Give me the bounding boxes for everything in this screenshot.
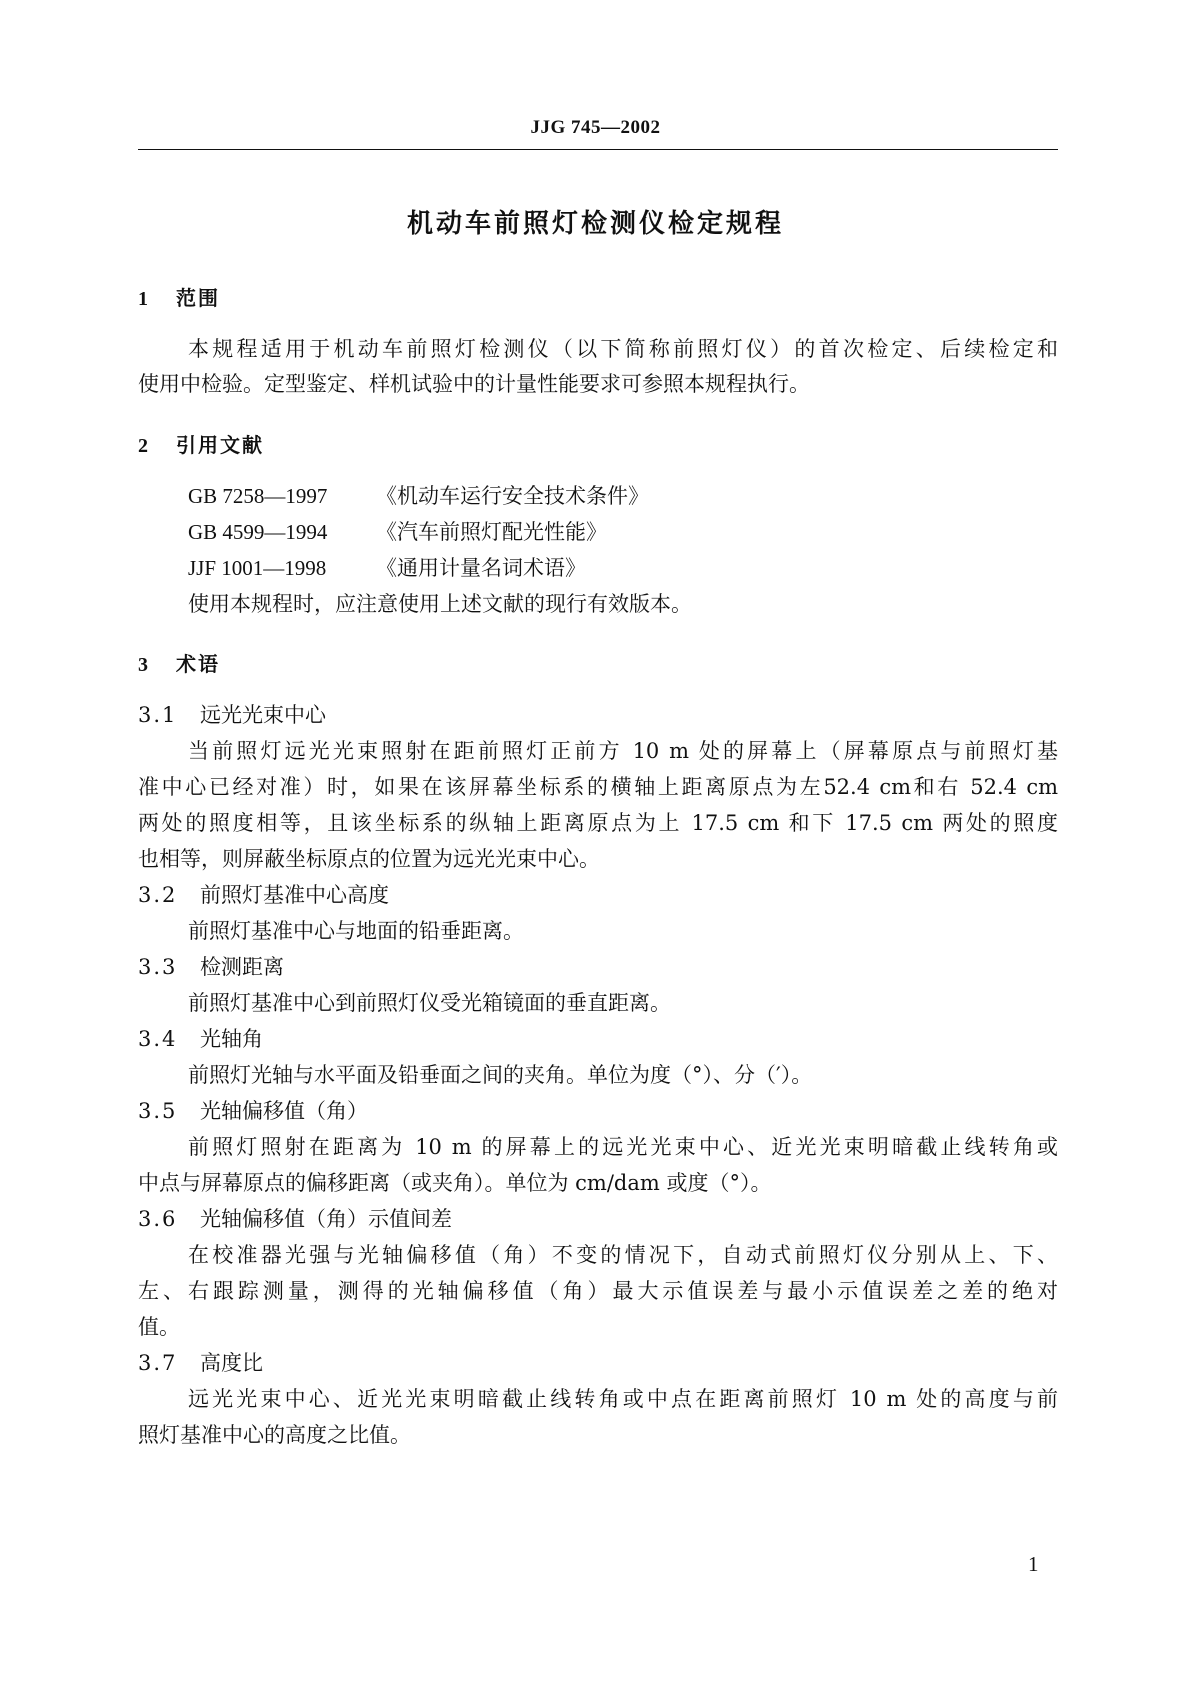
term-heading (138, 700, 326, 730)
reference-item (188, 481, 649, 511)
term-name: 高度比 (200, 1351, 263, 1375)
section-2-heading (138, 430, 264, 461)
term-number: 3.6 (138, 1207, 178, 1231)
term-number: 3.5 (138, 1099, 178, 1123)
term-name: 前照灯基准中心高度 (200, 883, 389, 907)
term-heading (138, 1096, 368, 1126)
paragraph-line: 值。 (138, 1315, 180, 1339)
term-number: 3.2 (138, 883, 178, 907)
term-heading (138, 952, 284, 982)
term-heading (138, 1024, 263, 1054)
section-1-heading (138, 283, 220, 314)
term-name: 光轴偏移值（角）示值间差 (200, 1207, 452, 1231)
term-heading (138, 1348, 263, 1378)
term-name: 光轴角 (200, 1027, 263, 1051)
term-heading (138, 880, 389, 910)
paragraph-line: 远光光束中心、近光光束明暗截止线转角或中点在距离前照灯 10 m 处的高度与前 (188, 1387, 1058, 1411)
paragraph-line: 本规程适用于机动车前照灯检测仪（以下简称前照灯仪）的首次检定、后续检定和 (188, 337, 1058, 361)
reference-title: 《汽车前照灯配光性能》 (376, 520, 607, 544)
term-heading (138, 1204, 452, 1234)
paragraph-line: 左、右跟踪测量，测得的光轴偏移值（角）最大示值误差与最小示值误差之差的绝对 (138, 1279, 1058, 1303)
document-code-header: JJG 745—2002 (530, 117, 661, 138)
term-number: 3.7 (138, 1351, 178, 1375)
page-number: 1 (1028, 1552, 1039, 1576)
paragraph-line: 也相等，则屏蔽坐标原点的位置为远光光束中心。 (138, 847, 600, 871)
paragraph-line: 当前照灯远光光束照射在距前照灯正前方 10 m 处的屏幕上（屏幕原点与前照灯基 (188, 739, 1058, 763)
paragraph-line: 前照灯基准中心到前照灯仪受光箱镜面的垂直距离。 (188, 991, 671, 1015)
paragraph-line: 中点与屏幕原点的偏移距离（或夹角）。单位为 cm/dam 或度（°）。 (138, 1171, 772, 1195)
reference-item (188, 517, 607, 547)
term-number: 3.3 (138, 955, 178, 979)
paragraph-line: 使用中检验。定型鉴定、样机试验中的计量性能要求可参照本规程执行。 (138, 372, 810, 396)
section-3-heading (138, 649, 220, 680)
paragraph-line: 前照灯照射在距离为 10 m 的屏幕上的远光光束中心、近光光束明暗截止线转角或 (188, 1135, 1058, 1159)
section-title: 术语 (176, 652, 220, 676)
reference-note: 使用本规程时，应注意使用上述文献的现行有效版本。 (188, 592, 692, 616)
term-name: 远光光束中心 (200, 703, 326, 727)
reference-code: GB 4599—1994 (188, 520, 328, 544)
term-name: 光轴偏移值（角） (200, 1099, 368, 1123)
section-title: 范围 (176, 286, 220, 310)
reference-title: 《机动车运行安全技术条件》 (376, 484, 649, 508)
reference-code: GB 7258—1997 (188, 484, 328, 508)
header-rule (138, 149, 1058, 150)
section-number: 3 (138, 654, 150, 676)
reference-item (188, 553, 586, 583)
paragraph-line: 照灯基准中心的高度之比值。 (138, 1423, 411, 1447)
term-name: 检测距离 (200, 955, 284, 979)
section-title: 引用文献 (176, 433, 264, 457)
term-number: 3.4 (138, 1027, 178, 1051)
page-title: 机动车前照灯检测仪检定规程 (406, 209, 784, 239)
paragraph-line: 前照灯光轴与水平面及铅垂面之间的夹角。单位为度（°）、分（′）。 (188, 1063, 813, 1087)
section-number: 1 (138, 288, 150, 310)
paragraph-line: 前照灯基准中心与地面的铅垂距离。 (188, 919, 524, 943)
section-number: 2 (138, 435, 150, 457)
term-number: 3.1 (138, 703, 178, 727)
paragraph-line: 准中心已经对准）时，如果在该屏幕坐标系的横轴上距离原点为左52.4 cm和右 52.4 cm (138, 775, 1058, 799)
paragraph-line: 在校准器光强与光轴偏移值（角）不变的情况下，自动式前照灯仪分别从上、下、 (188, 1243, 1058, 1267)
reference-title: 《通用计量名词术语》 (376, 556, 586, 580)
reference-code: JJF 1001—1998 (188, 556, 327, 580)
paragraph-line: 两处的照度相等，且该坐标系的纵轴上距离原点为上 17.5 cm 和下 17.5 cm 两处的照度 (138, 811, 1058, 835)
